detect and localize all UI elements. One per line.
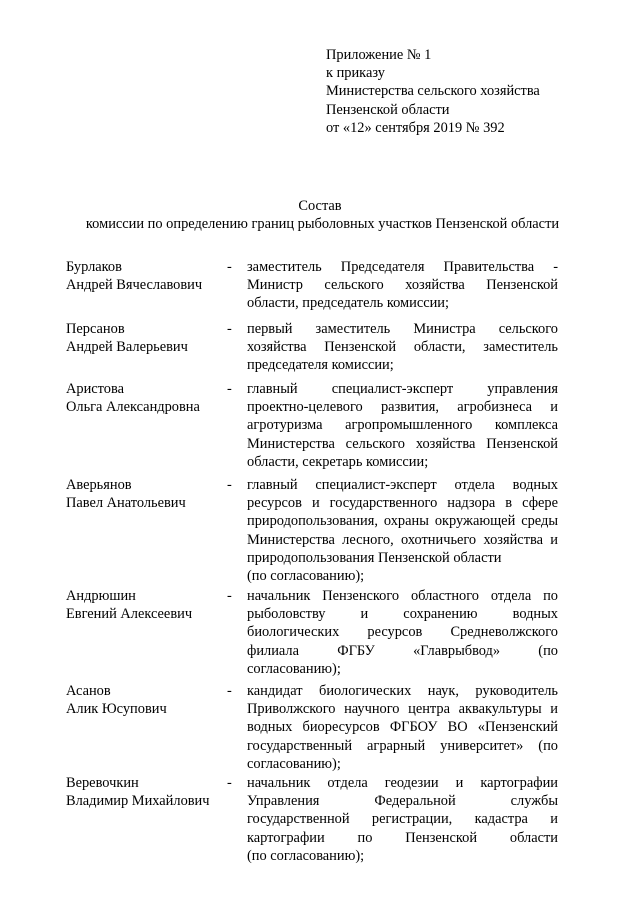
- position-line: государственный аграрный университет» (по: [247, 737, 558, 754]
- member-given-names: Андрей Валерьевич: [66, 339, 188, 356]
- member-surname: Асанов: [66, 683, 111, 699]
- position-line: агротуризма агропромышленного комплекса: [247, 417, 558, 434]
- position-line: рыболовству и сохранению водных: [247, 606, 558, 623]
- position-line: согласованию);: [247, 755, 341, 772]
- position-line: кандидат биологических наук, руководитель: [247, 683, 558, 699]
- position-line: ресурсов и государственного надзора в сфере: [247, 495, 558, 512]
- member-name: [66, 258, 226, 294]
- position-line: начальник Пензенского областного отдела по: [247, 588, 558, 604]
- member-surname: Андрюшин: [66, 588, 136, 604]
- member-position: [247, 476, 558, 585]
- member-dash: -: [227, 775, 232, 791]
- member-dash: -: [227, 259, 232, 275]
- member-dash: -: [227, 477, 232, 493]
- position-line: водных биоресурсов ФГБОУ ВО «Пензенский: [247, 719, 558, 736]
- position-line: главный специалист-эксперт управления: [247, 381, 558, 397]
- member-surname: Персанов: [66, 321, 125, 337]
- position-line: природопользования Пензенской области: [247, 549, 502, 566]
- member-given-names: Алик Юсупович: [66, 701, 167, 718]
- member-name: [66, 587, 226, 623]
- position-line: (по согласованию);: [247, 567, 365, 584]
- member-surname: Бурлаков: [66, 259, 122, 275]
- document-title: [0, 197, 640, 233]
- title-subheading: комиссии по определению границ рыболовных участков Пензенской области: [85, 216, 560, 233]
- appendix-number: Приложение № 1: [326, 47, 432, 63]
- member-name: [66, 320, 226, 356]
- order-date-number: от «12» сентября 2019 № 392: [326, 119, 505, 136]
- member-name: [66, 774, 226, 810]
- position-line: филиала ФГБУ «Главрыбвод» (по: [247, 642, 558, 659]
- position-line: главный специалист-эксперт отдела водных: [247, 477, 558, 493]
- member-position: [247, 380, 558, 471]
- position-line: Министерства лесного, охотничьего хозяйства и: [247, 531, 558, 548]
- position-line: первый заместитель Министра сельского: [247, 321, 558, 337]
- position-line: (по согласованию);: [247, 847, 365, 864]
- position-line: хозяйства Пензенской области, заместитель: [247, 339, 558, 356]
- member-given-names: Андрей Вячеславович: [66, 277, 203, 294]
- member-given-names: Евгений Алексеевич: [66, 606, 193, 623]
- member-given-names: Владимир Михайлович: [66, 793, 210, 810]
- member-surname: Аверьянов: [66, 477, 132, 493]
- member-dash: -: [227, 588, 232, 604]
- member-name: [66, 682, 226, 718]
- title-heading: Состав: [298, 198, 342, 214]
- order-reference: к приказу: [326, 65, 385, 82]
- member-given-names: Ольга Александровна: [66, 399, 200, 416]
- position-line: согласованию);: [247, 660, 341, 677]
- member-dash: -: [227, 381, 232, 397]
- position-line: области, секретарь комиссии;: [247, 453, 429, 470]
- position-line: Управления Федеральной службы: [247, 793, 558, 810]
- member-dash: -: [227, 683, 232, 699]
- position-line: председателя комиссии;: [247, 357, 394, 374]
- member-position: [247, 682, 558, 773]
- position-line: биологических ресурсов Средневолжского: [247, 624, 558, 641]
- position-line: государственной регистрации, кадастра и: [247, 811, 558, 828]
- position-line: проектно-целевого развития, агробизнеса и: [247, 399, 558, 416]
- member-position: [247, 258, 558, 313]
- member-surname: Аристова: [66, 381, 124, 397]
- member-position: [247, 774, 558, 865]
- member-name: [66, 380, 226, 416]
- member-given-names: Павел Анатольевич: [66, 495, 186, 512]
- position-line: картографии по Пензенской области: [247, 829, 558, 846]
- position-line: Приволжского научного центра аквакультуры и: [247, 701, 558, 718]
- member-position: [247, 320, 558, 375]
- position-line: Министр сельского хозяйства Пензенской: [247, 277, 558, 294]
- position-line: Министерства сельского хозяйства Пензенской: [247, 435, 558, 452]
- region-name: Пензенской области: [326, 101, 450, 118]
- position-line: начальник отдела геодезии и картографии: [247, 775, 558, 791]
- member-dash: -: [227, 321, 232, 337]
- member-surname: Веревочкин: [66, 775, 139, 791]
- position-line: заместитель Председателя Правительства -: [247, 259, 558, 275]
- position-line: природопользования, охраны окружающей среды: [247, 513, 558, 530]
- member-name: [66, 476, 226, 512]
- ministry-name: Министерства сельского хозяйства: [326, 83, 540, 100]
- member-position: [247, 587, 558, 678]
- appendix-header: [326, 46, 626, 137]
- position-line: области, председатель комиссии;: [247, 295, 449, 312]
